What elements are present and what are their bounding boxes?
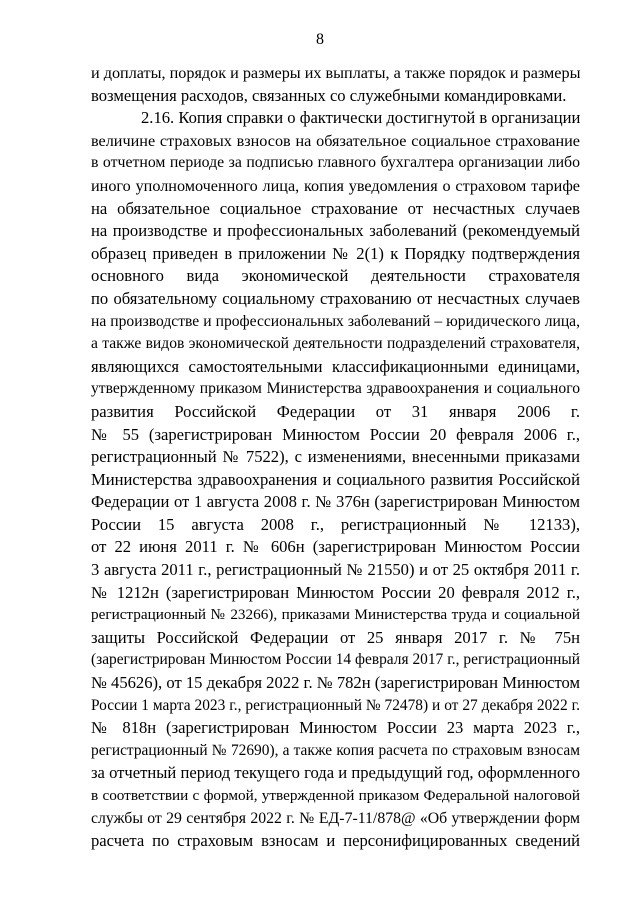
text-line: Федерации от 1 августа 2008 г. № 376н (зарегистрирован Минюстом [91, 492, 580, 512]
text-line: № 55 (зарегистрирован Минюстом России 20 февраля 2006 г., [91, 424, 580, 444]
text-line: регистрационный № 23266), приказами Министерства труда и социальной [91, 606, 580, 624]
text-line: в отчетном периоде за подписью главного бухгалтера организации либо [91, 154, 580, 172]
text-line: за отчетный период текущего года и предыдущий год, оформленного [91, 763, 580, 783]
text-line: 3 августа 2011 г., регистрационный № 21550) и от 25 октября 2011 г. [91, 560, 580, 580]
text-line: на производстве и профессиональных заболеваний (рекомендуемый [91, 221, 580, 241]
text-line: а также видов экономической деятельности подразделений страхователя, [91, 335, 580, 353]
text-line: в соответствии с формой, утвержденной приказом Федеральной налоговой [91, 787, 580, 804]
text-line: на обязательное социальное страхование от несчастных случаев [91, 198, 580, 218]
text-line: 2.16. Копия справки о фактически достигнутой в организации [141, 108, 581, 128]
text-line: утвержденному приказом Министерства здравоохранения и социального [91, 380, 580, 398]
text-line: основного вида экономической деятельности страхователя [91, 266, 580, 286]
text-line: России 1 марта 2023 г., регистрационный № 72478) и от 27 декабря 2022 г. [91, 696, 580, 714]
text-line: регистрационный № 72690), а также копия расчета по страховым взносам [91, 741, 580, 759]
text-line: от 22 июня 2011 г. № 606н (зарегистрирован Минюстом России [91, 537, 580, 557]
text-line: и доплаты, порядок и размеры их выплаты, а также порядок и размеры [91, 64, 581, 82]
text-line: являющихся самостоятельными классификационными единицами, [91, 356, 580, 376]
text-line: на производстве и профессиональных заболеваний – юридического лица, [91, 312, 580, 330]
text-line: по обязательному социальному страхованию от несчастных случаев [91, 288, 580, 308]
text-line: величине страховых взносов на обязательное социальное страхование [91, 131, 580, 150]
text-line: России 15 августа 2008 г., регистрационный № 12133), [91, 514, 580, 534]
text-line: возмещения расходов, связанных со служебными командировками. [91, 85, 567, 105]
text-line: защиты Российской Федерации от 25 января 2017 г. № 75н [91, 627, 580, 647]
text-line: № 818н (зарегистрирован Минюстом России 23 марта 2023 г., [91, 718, 580, 738]
text-line: службы от 29 сентября 2022 г. № ЕД-7-11/878@ «Об утверждении форм [91, 809, 580, 827]
text-line: № 45626), от 15 декабря 2022 г. № 782н (зарегистрирован Минюстом [91, 673, 580, 693]
document-body-text [91, 62, 580, 853]
text-line: образец приведен в приложении № 2(1) к Порядку подтверждения [91, 243, 580, 263]
text-line: (зарегистрирован Минюстом России 14 февраля 2017 г., регистрационный [91, 651, 580, 669]
text-line: № 1212н (зарегистрирован Минюстом России 20 февраля 2012 г., [91, 582, 580, 602]
text-line: Министерства здравоохранения и социального развития Российской [91, 469, 580, 489]
page-number: 8 [316, 31, 324, 48]
text-line: расчета по страховым взносам и персонифицированных сведений [91, 831, 580, 851]
text-line: развития Российской Федерации от 31 января 2006 г. [91, 401, 580, 421]
text-line: иного уполномоченного лица, копия уведомления о страховом тарифе [91, 176, 580, 195]
text-line: регистрационный № 7522), с изменениями, внесенными приказами [91, 447, 580, 467]
